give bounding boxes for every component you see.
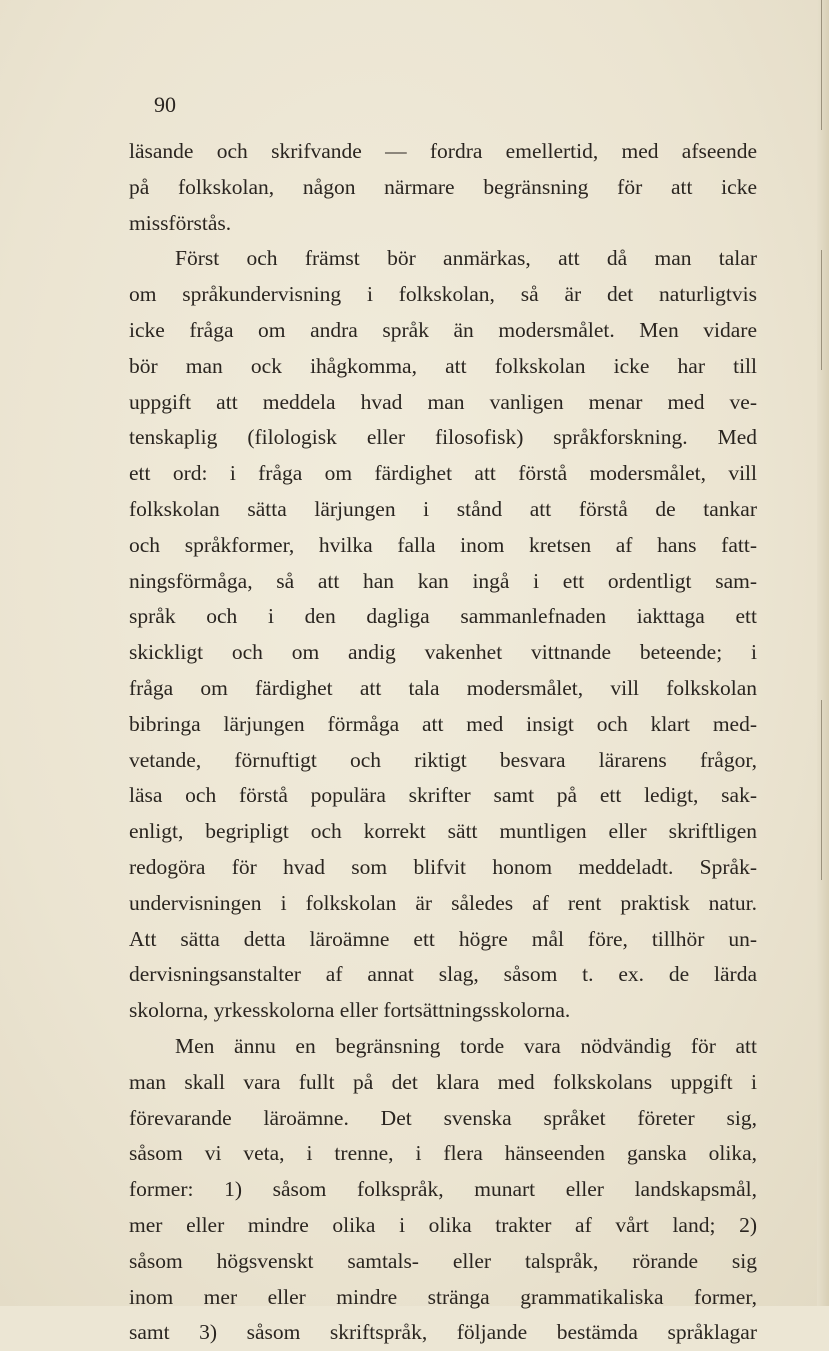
text-line: inom mer eller mindre stränga grammatikaliska former, [129,1284,757,1309]
text-line: tenskaplig (filologisk eller filosofisk) språkforskning. Med [129,425,757,450]
text-line: mer eller mindre olika i olika trakter af vårt land; 2) [129,1212,757,1237]
text-line: icke fråga om andra språk än modersmålet. Men vidare [129,317,757,342]
text-line: man skall vara fullt på det klara med folkskolans uppgift i [129,1069,757,1094]
text-line: fråga om färdighet att tala modersmålet, vill folkskolan [129,675,757,700]
text-line: redogöra för hvad som blifvit honom meddeladt. Språk- [129,854,757,879]
text-line: skolorna, yrkesskolorna eller fortsättningsskolorna. [129,998,571,1023]
edge-line [821,0,822,130]
body-text [129,134,757,1351]
edge-line [821,700,822,880]
page-edge [817,0,829,1306]
text-line: Men ännu en begränsning torde vara nödvändig för att [175,1033,757,1058]
text-line: samt 3) såsom skriftspråk, följande bestämda språklagar [129,1320,757,1345]
text-line: Först och främst bör anmärkas, att då man talar [175,246,757,271]
text-line: vetande, förnuftigt och riktigt besvara lärarens frågor, [129,747,757,772]
text-line: former: 1) såsom folkspråk, munart eller landskapsmål, [129,1177,757,1202]
page-number: 90 [154,92,176,117]
text-line: språk och i den dagliga sammanlefnaden iakttaga ett [129,604,757,629]
text-line: folkskolan sätta lärjungen i stånd att förstå de tankar [129,496,757,521]
text-line: om språkundervisning i folkskolan, så är det naturligtvis [129,282,757,307]
text-line: förevarande läroämne. Det svenska språket företer sig, [129,1105,757,1130]
text-line: läsa och förstå populära skrifter samt på ett ledigt, sak- [129,783,757,808]
text-line: dervisningsanstalter af annat slag, såsom t. ex. de lärda [129,962,757,987]
text-line: ett ord: i fråga om färdighet att förstå modersmålet, vill [129,461,757,486]
text-line: bibringa lärjungen förmåga att med insigt och klart med- [129,711,757,736]
text-line: ningsförmåga, så att han kan ingå i ett ordentligt sam- [129,568,757,593]
text-line: såsom vi veta, i trenne, i flera hänseenden ganska olika, [129,1141,757,1166]
text-line: uppgift att meddela hvad man vanligen menar med ve- [129,389,757,414]
text-line: Att sätta detta läroämne ett högre mål före, tillhör un- [129,926,757,951]
text-line: såsom högsvenskt samtals- eller talspråk, rörande sig [129,1248,757,1273]
text-line: skickligt och om andig vakenhet vittnande beteende; i [129,640,757,665]
text-line: läsande och skrifvande — fordra emellertid, med afseende [129,139,757,163]
text-line: enligt, begripligt och korrekt sätt muntligen eller skriftligen [129,819,757,844]
text-line: på folkskolan, någon närmare begränsning för att icke [129,174,757,199]
text-line: och språkformer, hvilka falla inom kretsen af hans fatt- [129,532,757,557]
edge-line [821,250,822,370]
text-line: undervisningen i folkskolan är således af rent praktisk natur. [129,890,757,915]
text-line: missförstås. [129,210,232,235]
text-line: bör man ock ihågkomma, att folkskolan icke har till [129,353,757,378]
